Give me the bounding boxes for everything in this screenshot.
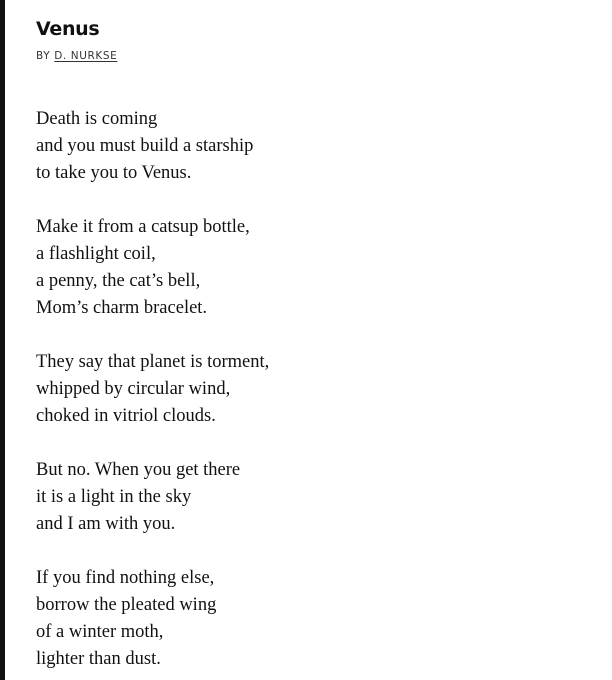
poem-line: Make it from a catsup bottle, xyxy=(36,217,250,237)
author-link[interactable]: D. NURKSE xyxy=(54,50,118,62)
poem-line: borrow the pleated wing xyxy=(36,595,217,615)
stanza xyxy=(36,565,592,673)
byline xyxy=(36,48,592,64)
stanza xyxy=(36,457,592,538)
poem-title: Venus xyxy=(36,18,100,40)
poem-line: But no. When you get there xyxy=(36,460,241,480)
byline-prefix: BY xyxy=(36,50,51,62)
poem-line: of a winter moth, xyxy=(36,622,164,642)
poem-line: it is a light in the sky xyxy=(36,487,192,507)
poem-line: a flashlight coil, xyxy=(36,244,156,264)
poem-line: and I am with you. xyxy=(36,514,176,534)
poem-line: Mom’s charm bracelet. xyxy=(36,298,208,318)
stanza xyxy=(36,214,592,322)
poem-body xyxy=(36,106,592,673)
stanza xyxy=(36,349,592,430)
stanza xyxy=(36,106,592,187)
poem-line: If you find nothing else, xyxy=(36,568,215,588)
poem-line: choked in vitriol clouds. xyxy=(36,406,216,426)
poem-line: and you must build a starship xyxy=(36,136,254,156)
poem-line: whipped by circular wind, xyxy=(36,379,231,399)
poem-line: Death is coming xyxy=(36,109,158,129)
poem-line: They say that planet is torment, xyxy=(36,352,270,372)
left-edge-bar xyxy=(0,0,5,680)
poem-line: to take you to Venus. xyxy=(36,163,192,183)
poem-line: a penny, the cat’s bell, xyxy=(36,271,201,291)
poem-article xyxy=(36,14,592,680)
poem-line: lighter than dust. xyxy=(36,649,161,669)
